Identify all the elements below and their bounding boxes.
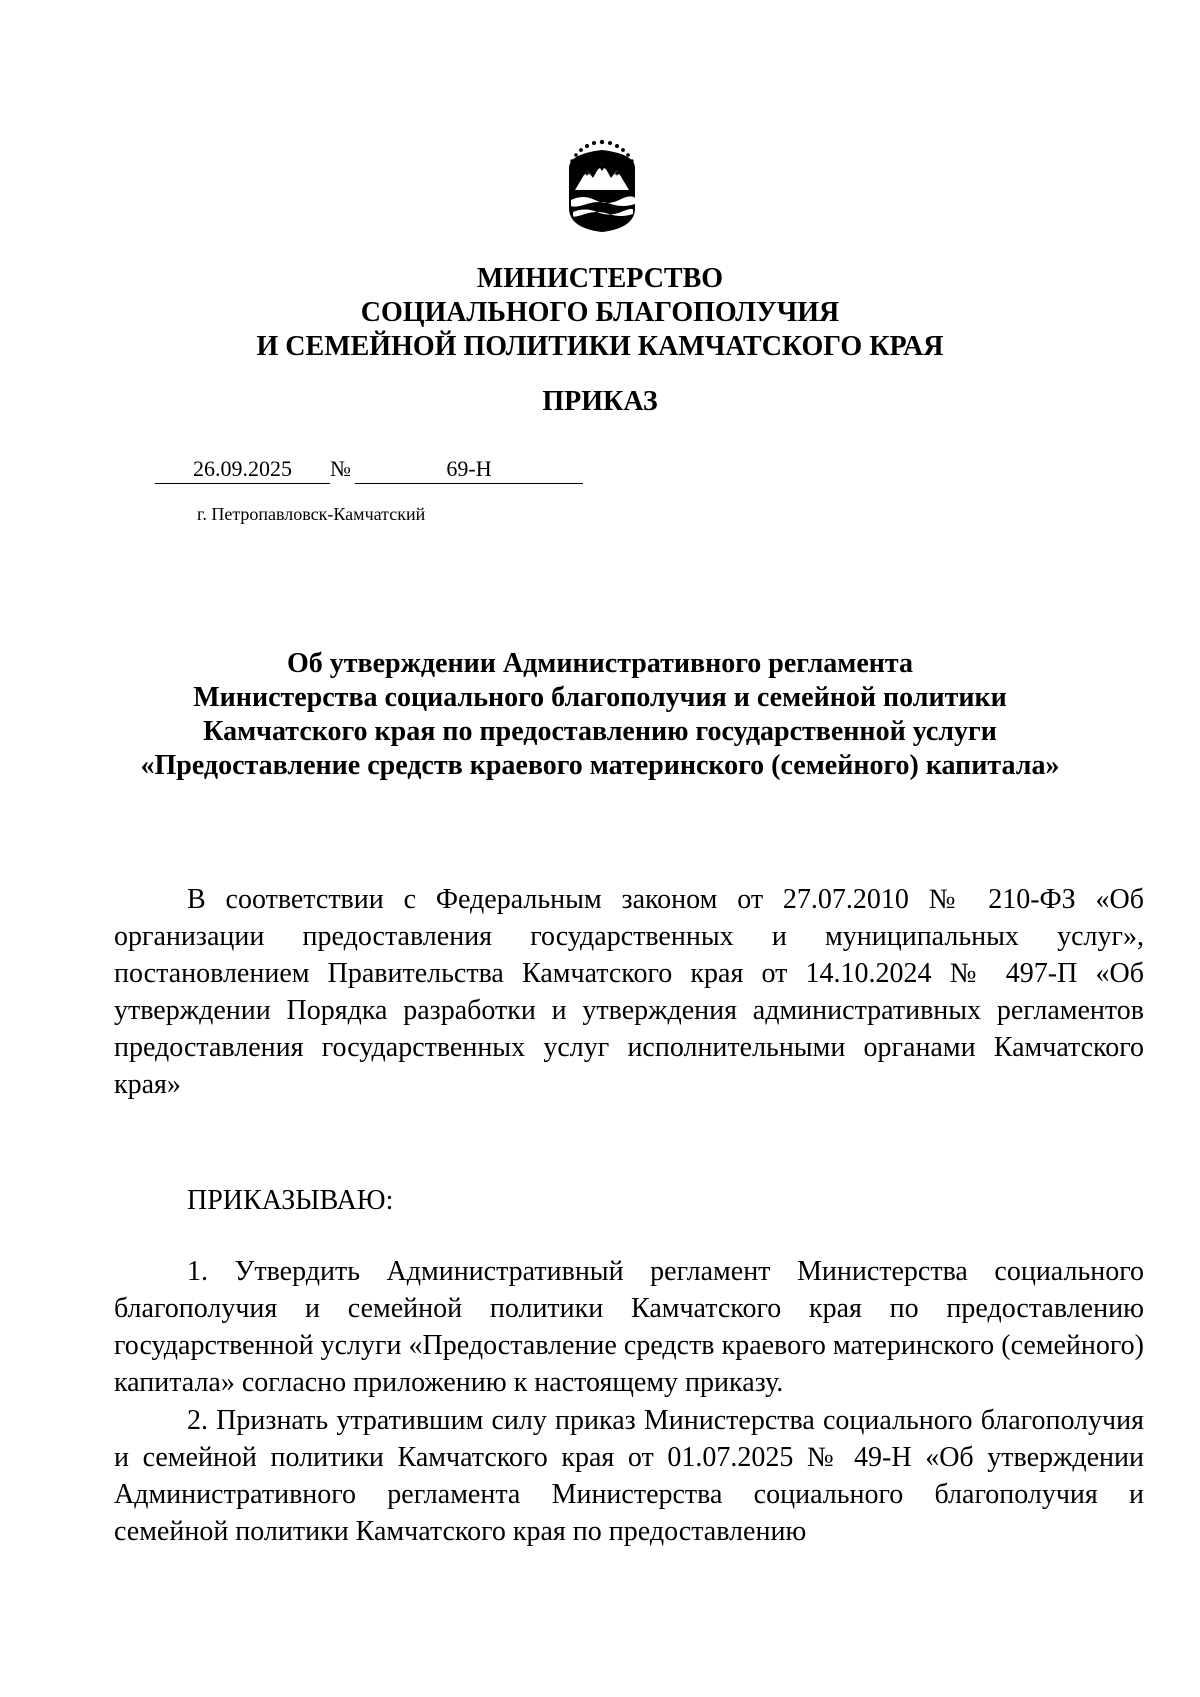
order-item-1: 1. Утвердить Административный регламент Министерства социального благополучия и семейной политики Камчатского края по предоставлению государственной услуги «Предоставление средств краевого материнского (семейного) капитала» согласно приложению к настоящему приказу. [114,1256,1144,1398]
subject-line: Камчатского края по предоставлению государственной услуги [203,716,997,747]
order-number: 69-Н [355,455,583,484]
ministry-line: МИНИСТЕРСТВО [476,263,724,294]
ministry-name [0,262,1200,364]
order-subject [0,647,1200,783]
order-date: 26.09.2025 [155,455,330,484]
subject-line: Об утверждении Административного регламента [286,648,914,679]
subject-line: Министерства социального благополучия и семейной политики [193,682,1007,713]
order-details [155,455,585,487]
basis-paragraph: В соответствии с Федеральным законом от 27.07.2010 № 210-ФЗ «Об организации предоставления государственных и муниципальных услуг», постановлением Правительства Камчатского края от 14.10.2024 № 497-П «Об утверждении Порядка разработки и утверждения административных регламентов предоставления государственных услуг исполнительными органами Камчатского края» [114,884,1144,1100]
ministry-line: И СЕМЕЙНОЙ ПОЛИТИКИ КАМЧАТСКОГО КРАЯ [256,331,944,362]
order-city: г. Петропавловск-Камчатский [197,504,426,524]
order-item-2: 2. Признать утратившим силу приказ Министерства социального благополучия и семейной политики Камчатского края от 01.07.2025 № 49-Н «Об утверждении Административного регламента Министерства социального благополучия и семейной политики Камчатского края по предоставлению [114,1405,1144,1547]
number-sign: № [330,456,351,481]
subject-line: «Предоставление средств краевого материнского (семейного) капитала» [140,750,1060,781]
document-type: ПРИКАЗ [542,386,658,417]
ministry-line: СОЦИАЛЬНОГО БЛАГОПОЛУЧИЯ [360,297,840,328]
order-word: ПРИКАЗЫВАЮ: [187,1185,394,1216]
coat-of-arms-icon [563,138,641,234]
